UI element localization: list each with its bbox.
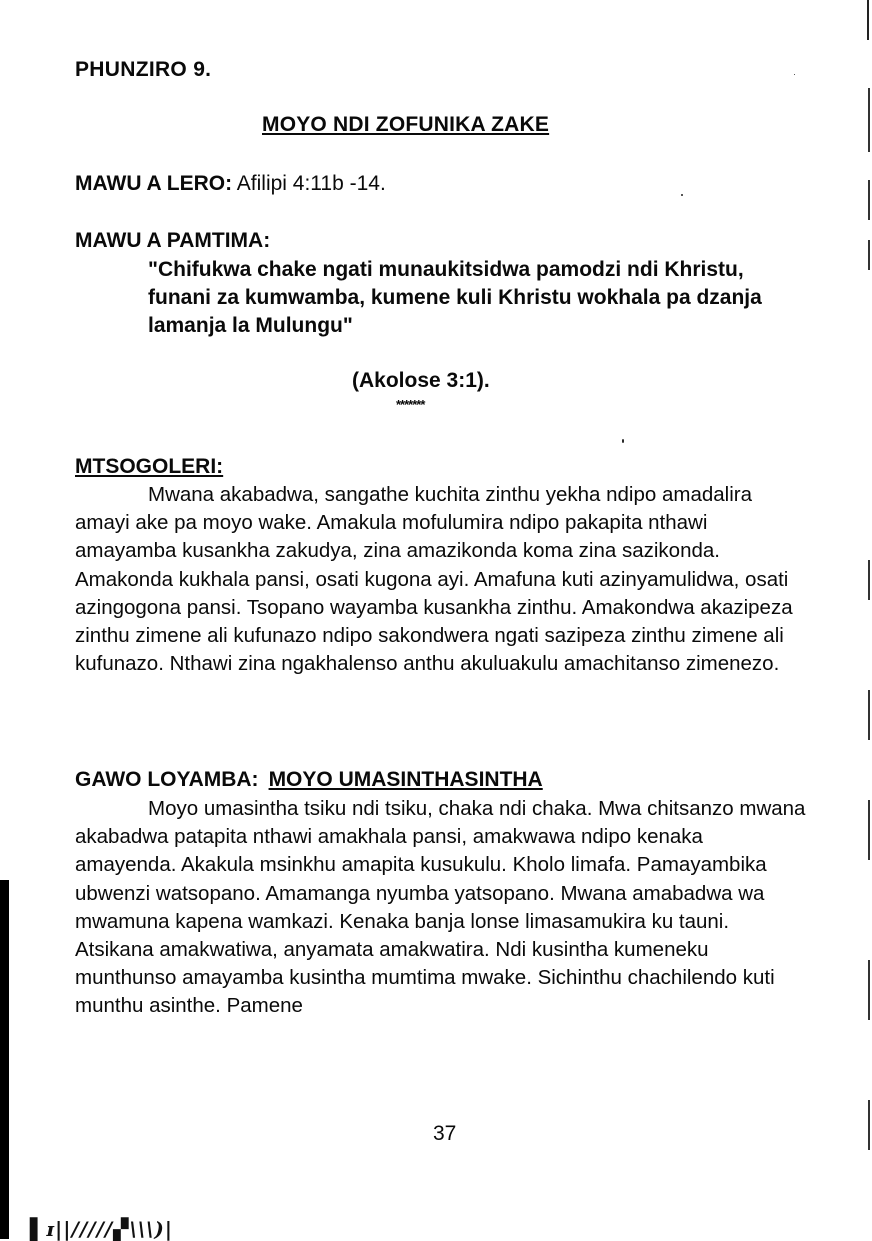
section-separator: ******* — [396, 397, 425, 412]
lesson-number: PHUNZIRO 9. — [75, 58, 212, 81]
section-one-label: GAWO LOYAMBA: — [75, 768, 259, 791]
scan-speck — [794, 74, 795, 75]
section-one-heading — [75, 768, 543, 792]
introduction-paragraph: Mwana akabadwa, sangathe kuchita zinthu yekha ndipo amadalira amayi ake pa moyo wake. Amakula mofulumira ndipo pakapita nthawi amayamba kusankha zakudya, zina amazikonda koma zina sazikonda. Amakonda kukhala pansi, osati kugona ayi. Amafuna kuti azinyamulidwa, osati azingogona pansi. Tsopano wayamba kusankha zinthu. Amakondwa akazipeza zinthu zimene ali kufunazo ndipo sakondwera ngati sazipeza zinthu zimene ali kufunazo. Nthawi zina ngakhalenso anthu akuluakulu amachitanso zimenezo. — [75, 483, 793, 676]
section-one-paragraph: Moyo umasintha tsiku ndi tsiku, chaka ndi chaka. Mwa chitsanzo mwana akabadwa patapita nthawi amakhala pansi, amakwawa ndipo kenaka amayenda. Akakula msinkhu amapita kusukulu. Kholo limafa. Pamayambika ubwenzi watsopano. Amamanga nyumba yatsopano. Mwana amabadwa wa mwamuna kapena wamkazi. Kenaka banja lonse limasamukira ku tauni. Atsikana amakwatiwa, anyamata amakwatira. Ndi kusintha kumeneku munthunso amayamba kusintha mumtima mwake. Sichinthu chachilendo kuti munthu asinthe. Pamene — [75, 797, 806, 1018]
memory-verse-label: MAWU A PAMTIMA: — [75, 229, 271, 252]
reading-label: MAWU A LERO: — [75, 172, 233, 195]
scan-edge-right — [867, 0, 869, 40]
scan-speck — [622, 439, 624, 443]
memory-verse-text: "Chifukwa chake ngati munaukitsidwa pamodzi ndi Khristu, funani za kumwamba, kumene kuli Khristu wokhala pa dzanja lamanja la Mulungu" — [148, 258, 762, 337]
section-one-title: MOYO UMASINTHASINTHA — [268, 768, 543, 791]
lesson-title: MOYO NDI ZOFUNIKA ZAKE — [262, 113, 550, 136]
scan-bottom-artifact: ▌ɪ||/////▞\\\)| — [30, 1217, 174, 1241]
reading-line — [75, 172, 386, 196]
reading-reference: Afilipi 4:11b -14. — [236, 172, 386, 195]
introduction-heading: MTSOGOLERI: — [75, 455, 224, 478]
scan-edge-left — [0, 880, 9, 1239]
memory-verse-reference: (Akolose 3:1). — [352, 369, 490, 392]
page-number: 37 — [433, 1122, 457, 1145]
scan-speck — [681, 194, 683, 196]
